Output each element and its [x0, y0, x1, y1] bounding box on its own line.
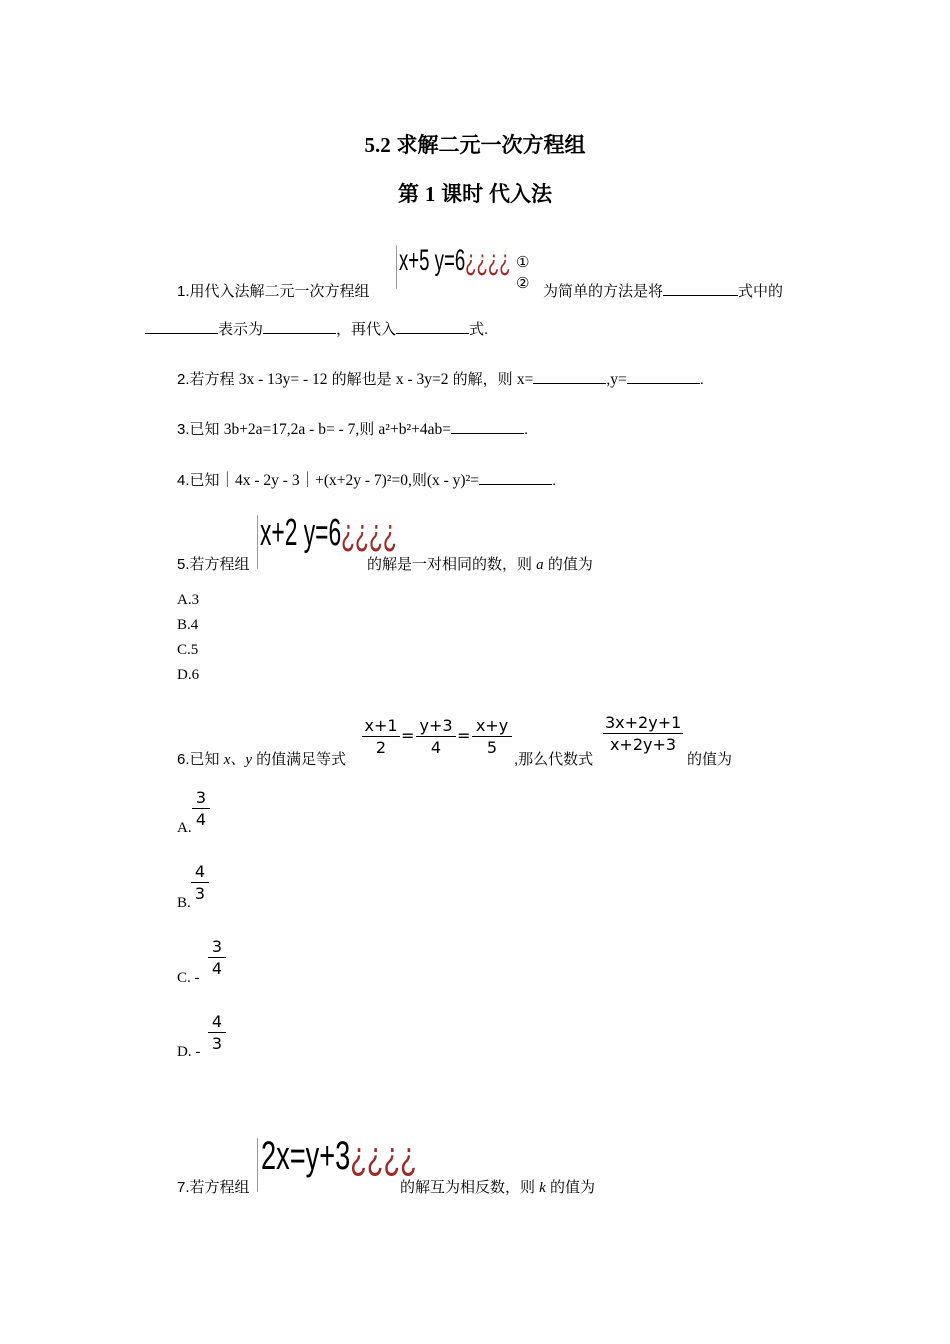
garbled-glyphs: ¿¿¿¿ — [350, 1134, 417, 1178]
equals-sign: = — [401, 726, 415, 745]
q7-suffix: 的解互为相反数，则 — [400, 1179, 540, 1196]
variable-k: k — [539, 1180, 546, 1196]
answer-blank[interactable] — [263, 319, 336, 334]
answer-blank[interactable] — [663, 281, 738, 296]
q5-suffix: 的解是一对相同的数，则 — [367, 556, 537, 573]
title-number: 5.2 — [364, 133, 391, 157]
answer-blank[interactable] — [479, 470, 552, 485]
q6-text-after: ,那么代数式 — [514, 751, 594, 768]
q1-text-e: 式. — [469, 321, 489, 338]
q1-text-c: 表示为 — [218, 321, 264, 338]
subtitle-prefix: 第 — [397, 183, 419, 206]
q7-suffix-2: 的值为 — [545, 1179, 596, 1196]
question-2 — [177, 368, 704, 389]
q3-then: 则 — [359, 421, 379, 438]
garbled-glyphs: ¿¿¿¿ — [341, 512, 397, 554]
brace — [257, 1138, 258, 1192]
q1-text-b: 式中的 — [738, 283, 784, 300]
q1-text-a: 为简单的方法是将 — [543, 283, 664, 300]
question-4 — [177, 468, 556, 490]
subtitle-text: 课时 代入法 — [441, 183, 553, 206]
answer-blank[interactable] — [451, 419, 524, 434]
q3-prefix: 3.已知 — [177, 421, 224, 438]
q1-prefix: 1.用代入法解二元一次方程组 — [177, 283, 370, 300]
answer-blank-x[interactable] — [533, 369, 606, 384]
garbled-glyphs: ¿¿¿¿ — [465, 244, 511, 277]
q3-target: a²+b²+4ab= — [378, 421, 451, 438]
q2-equation-1: 3x - 13y= - 12 — [238, 371, 328, 388]
q3-expression: 3b+2a=17,2a - b= - 7, — [223, 421, 360, 438]
answer-blank-y[interactable] — [627, 369, 700, 384]
option-a[interactable]: A.3 — [177, 592, 200, 608]
circled-one: ① — [516, 253, 530, 271]
q2-prefix: 2.若方程 — [177, 371, 239, 388]
q1-equation: x+5 y=6 — [399, 244, 466, 277]
answer-blank[interactable] — [396, 319, 469, 334]
q7-equation: 2x=y+3 — [261, 1134, 351, 1178]
q4-expression: ｜4x - 2y - 3｜+(x+2y - 7)²=0, — [219, 472, 412, 489]
page-title — [0, 129, 950, 159]
variable-a: a — [536, 557, 544, 573]
fraction-3: $\frac{x+y}{5}$ — [472, 716, 512, 759]
q6-variables: x、y — [223, 752, 253, 768]
option-c[interactable]: C.5 — [177, 642, 199, 658]
q4-then: 则 — [411, 472, 427, 489]
period: . — [699, 371, 704, 388]
q5-suffix-2: 的值为 — [543, 556, 593, 573]
q2-mid: 的解也是 — [327, 371, 396, 388]
title-text: 求解二元一次方程组 — [396, 134, 586, 157]
q5-prefix: 5.若方程组 — [177, 556, 250, 573]
brace — [257, 515, 258, 569]
answer-blank[interactable] — [145, 319, 218, 334]
q2-equation-2: x - 3y=2 — [395, 371, 449, 388]
q5-equation-image — [260, 512, 397, 555]
q1-text-d: ，再代入 — [336, 321, 397, 338]
page-subtitle — [0, 178, 950, 208]
circled-two: ② — [516, 274, 530, 292]
x-label: x= — [516, 371, 534, 388]
q5-equation: x+2 y=6 — [260, 512, 342, 554]
subtitle-number: 1 — [424, 182, 436, 206]
brace — [396, 245, 397, 289]
period: . — [523, 421, 529, 438]
q1-equation-image — [399, 244, 511, 278]
fraction-2: $\frac{y+3}{4}$ — [416, 716, 456, 759]
q4-target: (x - y)²= — [426, 472, 479, 489]
question-3 — [177, 418, 528, 439]
q6-mid: 的值满足等式 — [252, 751, 347, 768]
fraction-1: $\frac{x+1}{2}$ — [362, 716, 400, 759]
y-label: ,y= — [606, 371, 627, 388]
q7-prefix: 7.若方程组 — [177, 1179, 250, 1196]
q6-suffix: 的值为 — [687, 751, 733, 768]
expression-fraction: $\frac{3x+2y+1}{x+2y+3}$ — [605, 713, 682, 754]
option-d[interactable]: D.6 — [177, 667, 200, 683]
q4-prefix: 4.已知 — [177, 472, 220, 489]
option-b[interactable]: B.4 — [177, 617, 199, 633]
q2-suffix: 的解，则 — [448, 371, 517, 388]
q6-prefix: 6.已知 — [177, 751, 224, 768]
period: . — [551, 472, 557, 489]
q7-equation-image — [261, 1134, 417, 1179]
equals-sign: = — [457, 726, 471, 745]
